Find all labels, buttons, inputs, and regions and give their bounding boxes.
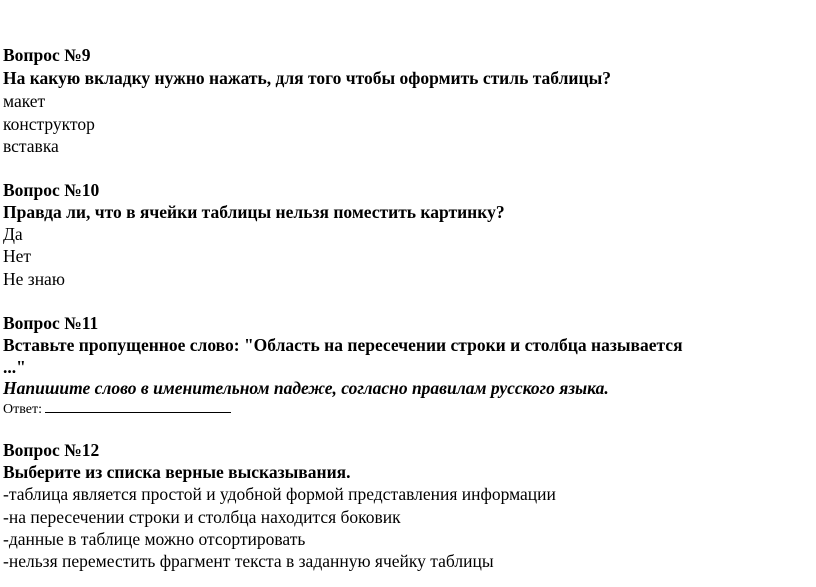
question-10-title: Вопрос №10 bbox=[3, 180, 100, 200]
question-12-prompt: Выберите из списка верные высказывания. bbox=[3, 462, 351, 482]
question-9-option-2: конструктор bbox=[3, 114, 95, 134]
question-9-option-1: макет bbox=[3, 91, 46, 111]
question-11-instruction: Напишите слово в именительном падеже, согласно правилам русского языка. bbox=[3, 378, 609, 398]
question-9-prompt: На какую вкладку нужно нажать, для того чтобы оформить стиль таблицы? bbox=[3, 68, 611, 88]
question-10-option-2: Нет bbox=[3, 246, 32, 266]
question-10-prompt: Правда ли, что в ячейки таблицы нельзя поместить картинку? bbox=[3, 202, 505, 222]
question-9-option-3: вставка bbox=[3, 136, 59, 156]
question-11-prompt-line-2: ..." bbox=[3, 357, 26, 377]
question-11-answer-row bbox=[3, 398, 231, 421]
answer-blank-line bbox=[45, 398, 231, 413]
question-12-option-4: -нельзя переместить фрагмент текста в заданную ячейку таблицы bbox=[3, 551, 494, 571]
question-11-title: Вопрос №11 bbox=[3, 313, 99, 333]
question-12-option-2: -на пересечении строки и столбца находится боковик bbox=[3, 507, 401, 527]
question-12-option-1: -таблица является простой и удобной формой представления информации bbox=[3, 484, 556, 504]
question-12-title: Вопрос №12 bbox=[3, 440, 100, 460]
answer-label: Ответ: bbox=[3, 402, 42, 417]
question-9-title: Вопрос №9 bbox=[3, 45, 91, 65]
question-11-prompt-line-1: Вставьте пропущенное слово: "Область на пересечении строки и столбца называется bbox=[3, 335, 683, 355]
question-10-option-3: Не знаю bbox=[3, 269, 65, 289]
question-10-option-1: Да bbox=[3, 224, 23, 244]
question-12-option-3: -данные в таблице можно отсортировать bbox=[3, 529, 306, 549]
